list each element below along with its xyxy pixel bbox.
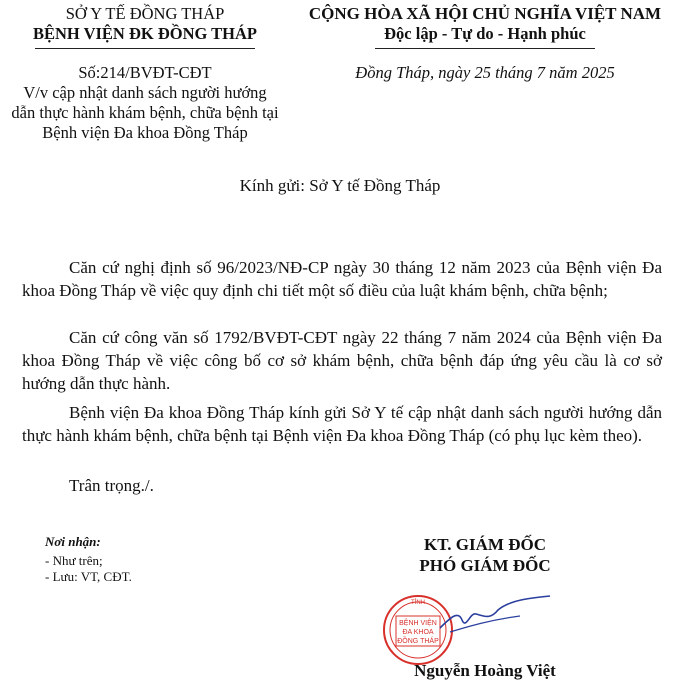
country-name: CỘNG HÒA XÃ HỘI CHỦ NGHĨA VIỆT NAM (308, 4, 662, 23)
subject-line-3: Bệnh viện Đa khoa Đồng Tháp (42, 123, 248, 142)
issuer-header (0, 4, 290, 143)
national-header (290, 4, 680, 83)
body-paragraph-3: Bệnh viện Đa khoa Đồng Tháp kính gửi Sở Y tế cập nhật danh sách người hướng dẫn thực hành khám bệnh, chữa bệnh tại Bệnh viện Đa khoa Đồng Tháp (có phụ lục kèm theo). (22, 403, 662, 445)
stamp-and-signature (380, 590, 580, 666)
national-motto: Độc lập - Tự do - Hạnh phúc (384, 24, 586, 43)
recipient-item: - Lưu: VT, CĐT. (45, 569, 132, 584)
closing-line: Trân trọng./. (69, 476, 154, 495)
subject-line-1: V/v cập nhật danh sách người hướng (23, 83, 267, 102)
stamp-outer-text: TỈNH (411, 600, 425, 606)
hospital-name: BỆNH VIỆN ĐK ĐỒNG THÁP (32, 24, 257, 43)
subject-line-2: dẫn thực hành khám bệnh, chữa bệnh tại (11, 103, 279, 122)
recipients-block (45, 534, 132, 585)
department-name: SỞ Y TẾ ĐỒNG THÁP (65, 4, 225, 23)
body-paragraph-2: Căn cứ công văn số 1792/BVĐT-CĐT ngày 22 tháng 7 năm 2024 của Bệnh viện Đa khoa Đồng Tháp về việc công bố cơ sở khám bệnh, chữa bệnh đáp ứng yêu cầu là cơ sở hướng dẫn thực hành. (22, 328, 662, 393)
signer-name: Nguyễn Hoàng Việt (414, 661, 556, 680)
signature-title-2: PHÓ GIÁM ĐỐC (419, 556, 551, 575)
recipients-title: Nơi nhận: (45, 534, 101, 549)
header-divider-right (375, 48, 595, 49)
hospital-stamp (384, 596, 452, 664)
recipient-line: Kính gửi: Sở Y tế Đồng Tháp (239, 176, 441, 195)
stamp-line-2: ĐA KHOA (402, 629, 434, 636)
header-divider-left (35, 48, 255, 49)
stamp-line-1: BỆNH VIỆN (399, 620, 437, 627)
signature-title-1: KT. GIÁM ĐỐC (424, 535, 546, 554)
recipient-item: - Như trên; (45, 553, 103, 568)
document-number: Số:214/BVĐT-CĐT (78, 63, 212, 82)
place-date: Đồng Tháp, ngày 25 tháng 7 năm 2025 (355, 63, 615, 82)
body-paragraph-1: Căn cứ nghị định số 96/2023/NĐ-CP ngày 30 tháng 12 năm 2023 của Bệnh viện Đa khoa Đồng Tháp về việc quy định chi tiết một số điều của luật khám bệnh, chữa bệnh; (22, 258, 662, 300)
signature-block (370, 534, 600, 576)
handwritten-signature (440, 596, 550, 628)
stamp-line-3: ĐỒNG THÁP (397, 638, 439, 645)
